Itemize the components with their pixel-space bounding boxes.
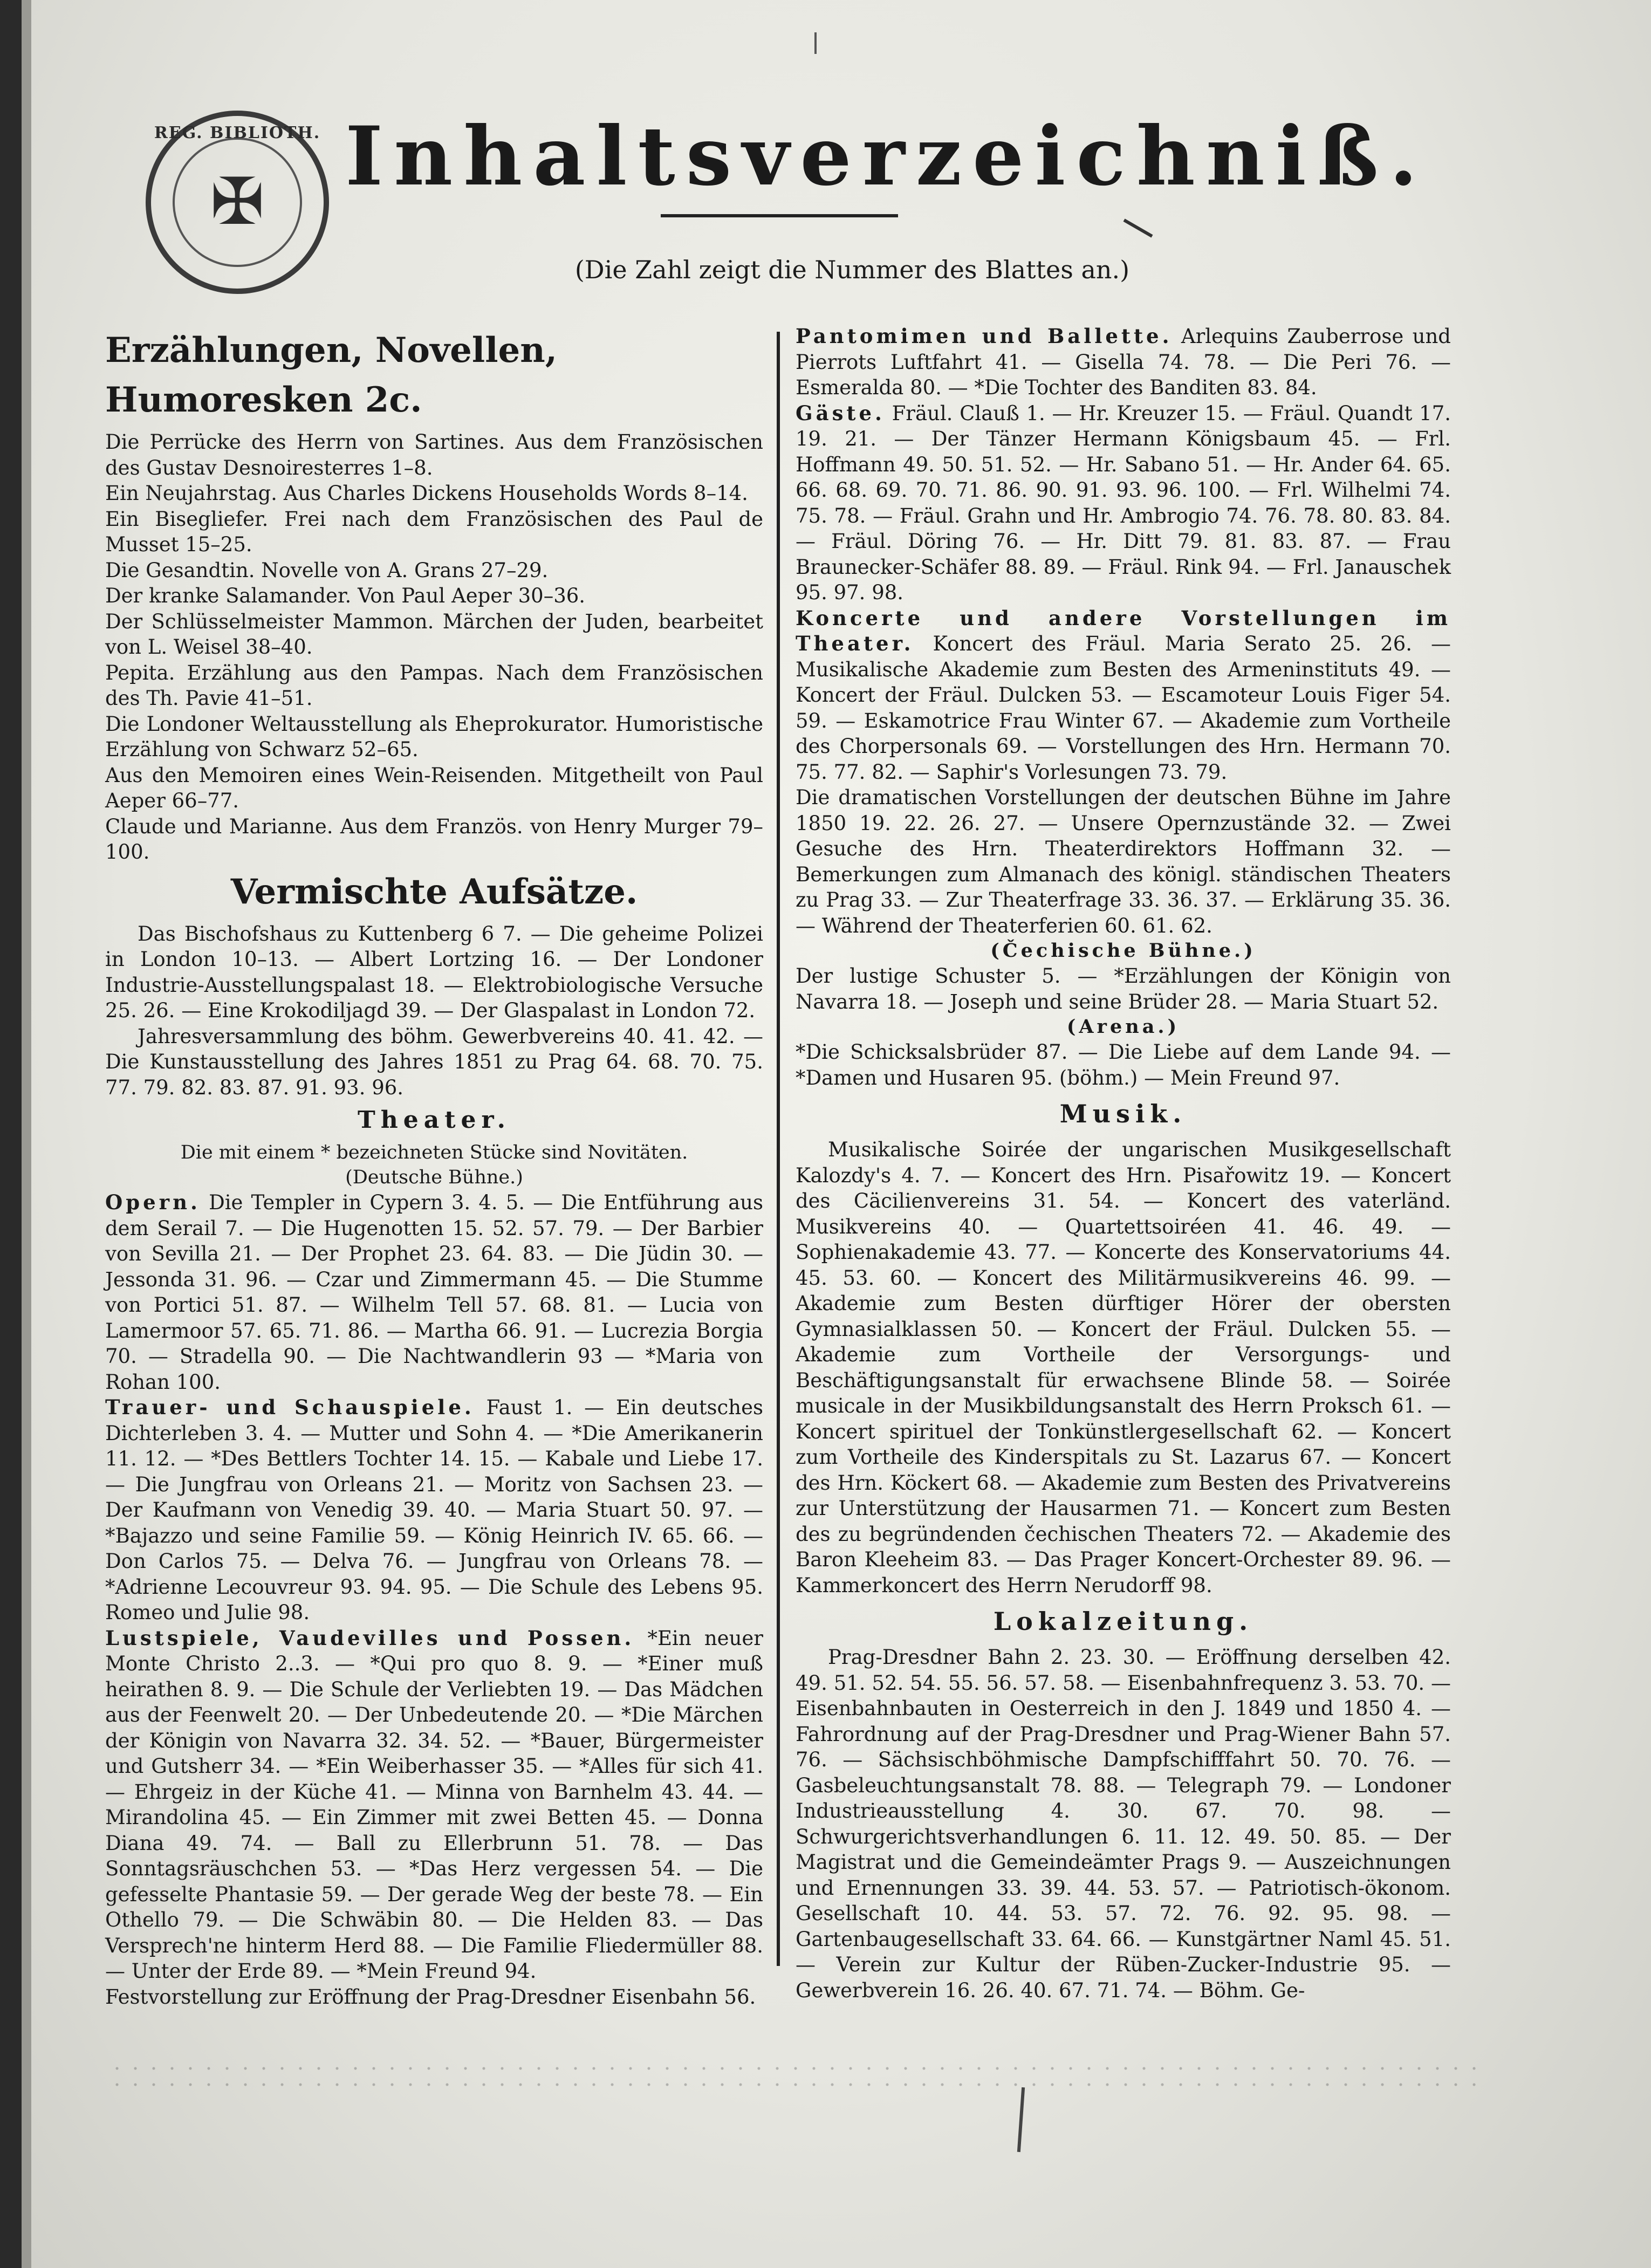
section-heading-musik: Musik.	[1059, 1099, 1187, 1128]
library-stamp	[146, 111, 329, 294]
list-item: Pepita. Erzählung aus den Pampas. Nach dem Französischen des Th. Pavie 41–51.	[105, 661, 763, 710]
list-item: Der Schlüsselmeister Mammon. Märchen der Juden, bearbeitet von L. Weisel 38–40.	[105, 609, 763, 659]
paragraph: Prag-Dresdner Bahn 2. 23. 30. — Eröffnung derselben 42. 49. 51. 52. 54. 55. 56. 57. 58. — Eisenbahnfrequenz 3. 53. 70. — Eisenbahnbauten in Oesterreich in den J. 1849 und 1850 4. — Fahrordnung auf der Prag-Dresdner und Prag-Wiener Bahn 57. 76. — Sächsischböhmische Dampfschifffahrt 50. 70. 76. — Gasbeleuchtungsanstalt 78. 88. — Telegraph 79. — Londoner Industrieausstellung 4. 30. 67. 70. 98. — Schwurgerichtsverhandlungen 6. 11. 12. 49. 50. 85. — Der Magistrat und die Gemeindeämter Prags 9. — Auszeichnungen und Ernennungen 33. 39. 44. 53. 57. — Patriotisch-ökonom. Gesellschaft 10. 44. 53. 57. 72. 76. 92. 95. 98. — Gartenbaugesellschaft 33. 64. 66. — Kunstgärtner Naml 45. 51. — Verein zur Kultur der Rüben-Zucker-Industrie 95. — Gewerbverein 16. 26. 40. 67. 71. 74. — Böhm. Ge-	[796, 1646, 1451, 2002]
category-label: Opern.	[105, 1190, 201, 1214]
category-text: *Ein neuer Monte Christo 2..3. — *Qui pro quo 8. 9. — *Einer muß heirathen 8. 9. — Die Schule der Verliebten 19. — Das Mädchen aus der Feenwelt 20. — Der Unbedeutende 20. — *Die Märchen der Königin von Navarra 32. 34. 52. — *Bauer, Bürgermeister und Gutsherr 34. — *Ein Weiberhasser 35. — *Alles für sich 41. — Ehrgeiz in der Küche 41. — Minna von Barnhelm 43. 44. — Mirandolina 45. — Ein Zimmer mit zwei Betten 45. — Donna Diana 49. 74. — Ball zu Ellerbrunn 51. 78. — Das Sonntagsräuschchen 53. — *Das Herz vergessen 54. — Die gefesselte Phantasie 59. — Der gerade Weg der beste 78. — Ein Othello 79. — Die Schwäbin 80. — Die Helden 83. — Das Versprech'ne hinterm Herd 88. — Die Familie Fliedermüller 88. — Unter der Erde 89. — *Mein Freund 94.	[105, 1626, 763, 1983]
category-text: Fräul. Clauß 1. — Hr. Kreuzer 15. — Fräul. Quandt 17. 19. 21. — Der Tänzer Hermann Königsbaum 45. — Frl. Hoffmann 49. 50. 51. 52. — Hr. Sabano 51. — Hr. Ander 64. 65. 66. 68. 69. 70. 71. 86. 90. 91. 93. 96. 100. — Frl. Wilhelmi 74. 75. 78. — Fräul. Grahn und Hr. Ambrogio 74. 76. 78. 80. 83. 84. — Fräul. Döring 76. — Hr. Ditt 79. 81. 83. 87. — Frau Braunecker-Schäfer 88. 89. — Fräul. Rink 94. — Frl. Janauschek 95. 97. 98.	[796, 401, 1451, 604]
category-label: Trauer- und Schauspiele.	[105, 1395, 475, 1419]
list-item-arena: *Die Schicksalsbrüder 87. — Die Liebe auf dem Lande 94. — *Damen und Husaren 95. (böhm.) — Mein Freund 97.	[796, 1040, 1451, 1090]
list-item: Der kranke Salamander. Von Paul Aeper 30–36.	[105, 584, 586, 607]
list-item-dramatisch: Die dramatischen Vorstellungen der deutschen Bühne im Jahre 1850 19. 22. 26. 27. — Unsere Opernzustände 32. — Zwei Gesuche des Hrn. Theaterdirektors Hoffmann 32. — Bemerkungen zum Almanach des königl. ständischen Theaters zu Prag 33. — Zur Theaterfrage 33. 36. 37. — Erklärung 35. 36. — Während der Theaterferien 60. 61. 62.	[796, 786, 1451, 937]
list-item-festvorstellung: Festvorstellung zur Eröffnung der Prag-Dresdner Eisenbahn 56.	[105, 1985, 756, 2009]
category-text: Arlequins Zauberrose und Pierrots Luftfahrt 41. — Gisella 74. 78. — Die Peri 76. — Esmeralda 80. — *Die Tochter des Banditen 83. 84.	[796, 325, 1451, 399]
scan-edge-light	[22, 0, 31, 2268]
scan-mark	[814, 32, 817, 54]
page-subtitle: (Die Zahl zeigt die Nummer des Blattes an.)	[574, 255, 1130, 284]
bleed-through-dots	[108, 2060, 1478, 2098]
list-item: Ein Neujahrstag. Aus Charles Dickens Households Words 8–14.	[105, 482, 748, 505]
section-heading-theater: Theater.	[357, 1106, 511, 1134]
column-divider	[777, 332, 780, 1966]
paragraph: Musikalische Soirée der ungarischen Musikgesellschaft Kalozdy's 4. 7. — Koncert des Hrn. Pisařowitz 19. — Koncert des Cäcilienvereins 31. 54. — Koncert des vaterländ. Musikvereins 40. — Quartettsoiréen 41. 46. 49. — Sophienakademie 43. 77. — Koncerte des Konservatoriums 44. 45. 53. 60. — Koncert des Militärmusikvereins 46. 99. — Akademie zum Besten dürftiger Hörer der obersten Gymnasialklassen 50. — Koncert der Fräul. Dulcken 55. — Akademie zum Vortheile der Versorgungs- und Beschäftigungsanstalt für erwachsene Blinde 58. — Soirée musicale in der Musikbildungsanstalt des Herrn Proksch 61. — Koncert spirituel der Tonkünstlergesellschaft 62. — Koncert zum Vortheile des Kinderspitals zu St. Lazarus 67. — Koncert des Hrn. Köckert 68. — Akademie zum Besten des Privatvereins zur Unterstützung der Hausarmen 71. — Koncert zum Besten des zu begründenden čechischen Theaters 72. — Akademie des Baron Kleeheim 83. — Das Prager Koncert-Orchester 89. 96. — Kammerkoncert des Herrn Nerudorff 98.	[796, 1138, 1451, 1597]
category-label: Koncerte und andere Vorstellungen im Theater.	[796, 606, 1451, 655]
category-label: Lustspiele, Vaudevilles und Possen.	[105, 1626, 635, 1650]
list-item-opern	[105, 1190, 763, 1395]
category-text: Faust 1. — Ein deutsches Dichterleben 3. 4. — Mutter und Sohn 4. — *Die Amerikanerin 11. 12. — *Des Bettlers Tochter 14. 15. — Kabale und Liebe 17. — Die Jungfrau von Orleans 21. — Moritz von Sachsen 23. — Der Kaufmann von Venedig 39. 40. — Maria Stuart 50. 97. — *Bajazzo und seine Familie 59. — König Heinrich IV. 65. 66. — Don Carlos 75. — Delva 76. — Jungfrau von Orleans 78. — *Adrienne Lecouvreur 93. 94. 95. — Die Schule des Lebens 95. Romeo und Julie 98.	[105, 1396, 763, 1624]
list-item-lustspiele	[105, 1626, 763, 1984]
paragraph: Das Bischofshaus zu Kuttenberg 6 7. — Die geheime Polizei in London 10–13. — Albert Lortzing 16. — Der Londoner Industrie-Ausstellungspalast 18. — Elektrobiologische Versuche 25. 26. — Eine Krokodiljagd 39. — Der Glaspalast in London 72.	[105, 922, 763, 1022]
list-item: Ein Bisegliefer. Frei nach dem Französischen des Paul de Musset 15–25.	[105, 507, 763, 556]
list-item-pantomimen	[796, 324, 1451, 401]
list-item: Die Perrücke des Herrn von Sartines. Aus dem Französischen des Gustav Desnoiresterres 1–8.	[105, 430, 763, 479]
section-heading-erzaehlungen: Erzählungen, Novellen, Humoresken 2c.	[105, 330, 558, 420]
list-item-gaeste	[796, 401, 1451, 606]
subheading-deutsche-buehne: (Deutsche Bühne.)	[345, 1167, 523, 1188]
list-item: Die Gesandtin. Novelle von A. Grans 27–29.	[105, 558, 549, 582]
page-title: Inhaltsverzeichniß.	[345, 109, 1429, 204]
ink-tick	[1123, 218, 1153, 237]
category-text: Die Templer in Cypern 3. 4. 5. — Die Entführung aus dem Serail 7. — Die Hugenotten 15. 52. 57. 79. — Der Barbier von Sevilla 21. — Der Prophet 23. 64. 83. — Die Jüdin 30. — Jessonda 31. 96. — Czar und Zimmermann 45. — Die Stumme von Portici 51. 87. — Wilhelm Tell 57. 68. 81. — Lucia von Lamermoor 57. 65. 71. 86. — Martha 66. 91. — Lucrezia Borgia 70. — Stradella 90. — Die Nachtwandlerin 93 — *Maria von Rohan 100.	[105, 1191, 763, 1394]
list-item: Die Londoner Weltausstellung als Eheprokurator. Humoristische Erzählung von Schwarz 52–65.	[105, 712, 763, 761]
paragraph: Jahresversammlung des böhm. Gewerbvereins 40. 41. 42. — Die Kunstausstellung des Jahres 1851 zu Prag 64. 68. 70. 75. 77. 79. 82. 83. 87. 91. 93. 96.	[105, 1024, 763, 1099]
eagle-icon: ✠	[210, 165, 265, 239]
list-item-koncerte	[796, 606, 1451, 785]
list-item-czech: Der lustige Schuster 5. — *Erzählungen der Königin von Navarra 18. — Joseph und seine Brüder 28. — Maria Stuart 52.	[796, 964, 1451, 1013]
title-rule	[661, 214, 898, 217]
section-heading-vermischte: Vermischte Aufsätze.	[230, 871, 638, 912]
list-item: Aus den Memoiren eines Wein-Reisenden. Mitgetheilt von Paul Aeper 66–77.	[105, 763, 763, 812]
category-label: Pantomimen und Ballette.	[796, 324, 1173, 348]
subheading-czech-buehne: (Čechische Bühne.)	[990, 940, 1256, 962]
section-heading-lokalzeitung: Lokalzeitung.	[993, 1607, 1253, 1636]
theater-note: Die mit einem * bezeichneten Stücke sind Novitäten.	[180, 1142, 688, 1163]
category-label: Gäste.	[796, 401, 885, 425]
stamp-text: REG. BIBLIOTH.	[154, 124, 321, 142]
subheading-arena: (Arena.)	[1066, 1016, 1180, 1038]
left-column	[105, 324, 763, 2010]
list-item-trauerspiele	[105, 1395, 763, 1626]
category-text: Koncert des Fräul. Maria Serato 25. 26. — Musikalische Akademie zum Besten des Armeninstituts 49. — Koncert der Fräul. Dulcken 53. — Escamoteur Louis Figer 54. 59. — Eskamotrice Frau Winter 67. — Akademie zum Vortheile des Chorpersonals 69. — Vorstellungen des Hrn. Hermann 70. 75. 77. 82. — Saphir's Vorlesungen 73. 79.	[796, 632, 1451, 784]
scan-edge-dark	[0, 0, 22, 2268]
list-item: Claude und Marianne. Aus dem Französ. von Henry Murger 79–100.	[105, 814, 763, 864]
stamp-inner-ring	[173, 138, 302, 267]
right-column	[796, 324, 1451, 2003]
